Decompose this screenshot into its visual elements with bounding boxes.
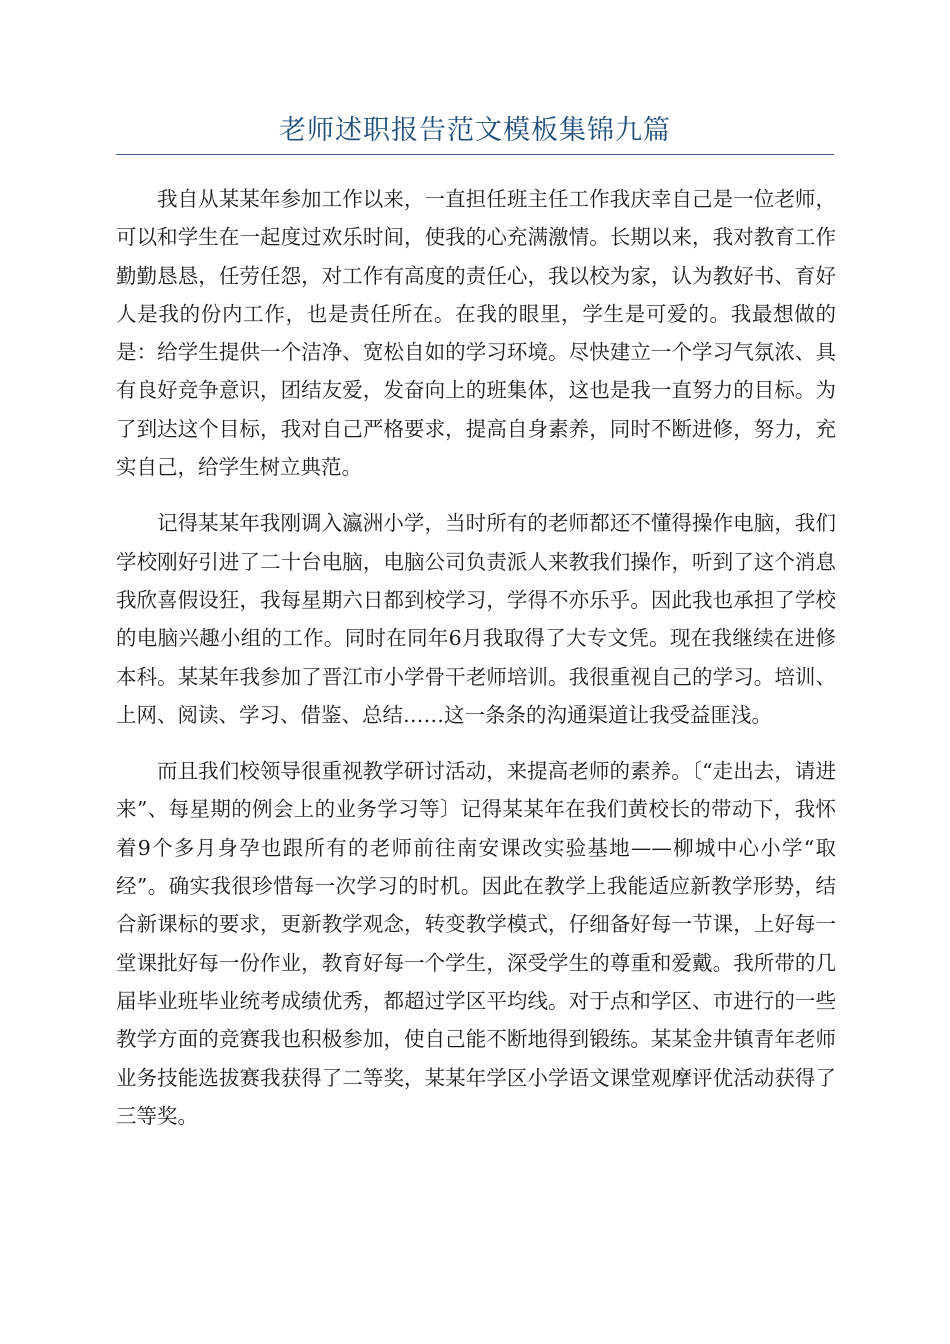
paragraph-3: 而且我们校领导很重视教学研讨活动，来提高老师的素养。〔“走出去，请进来”、每星期的例会上的业务学习等〕记得某某年在我们黄校长的带动下，我怀着9个多月身孕也跟所有的老师前往南安课改实验基地——柳城中心小学“取经”。确实我很珍惜每一次学习的时机。因此在教学上我能适应新教学形势，结合新课标的要求，更新教学观念，转变教学模式，仔细备好每一节课，上好每一堂课批好每一份作业，教育好每一个学生，深受学生的尊重和爱戴。我所带的几届毕业班毕业统考成绩优秀，都超过学区平均线。对于点和学区、市进行的一些教学方面的竞赛我也积极参加，使自己能不断地得到锻练。某某金井镇青年老师业务技能选拔赛我获得了二等奖，某某年学区小学语文课堂观摩评优活动获得了三等奖。 (116, 759, 836, 1128)
document-title: 老师述职报告范文模板集锦九篇 (279, 115, 671, 146)
document-body (116, 180, 836, 1153)
title-block (116, 108, 834, 155)
paragraph-2: 记得某某年我刚调入瀛洲小学，当时所有的老师都还不懂得操作电脑，我们学校刚好引进了二十台电脑，电脑公司负责派人来教我们操作，听到了这个消息我欣喜假设狂，我每星期六日都到校学习，学得不亦乐乎。因此我也承担了学校的电脑兴趣小组的工作。同时在同年6月我取得了大专文凭。现在我继续在进修本科。某某年我参加了晋江市小学骨干老师培训。我很重视自己的学习。培训、上网、阅读、学习、借鉴、总结……这一条条的沟通渠道让我受益匪浅。 (116, 511, 836, 727)
paragraph-1: 我自从某某年参加工作以来，一直担任班主任工作我庆幸自己是一位老师，可以和学生在一起度过欢乐时间，使我的心充满激情。长期以来，我对教育工作勤勤恳恳，任劳任怨，对工作有高度的责任心，我以校为家，认为教好书、育好人是我的份内工作，也是责任所在。在我的眼里，学生是可爱的。我最想做的是：给学生提供一个洁净、宽松自如的学习环境。尽快建立一个学习气氛浓、具有良好竞争意识，团结友爱，发奋向上的班集体，这也是我一直努力的目标。为了到达这个目标，我对自己严格要求，提高自身素养，同时不断进修，努力，充实自己，给学生树立典范。 (116, 187, 836, 480)
